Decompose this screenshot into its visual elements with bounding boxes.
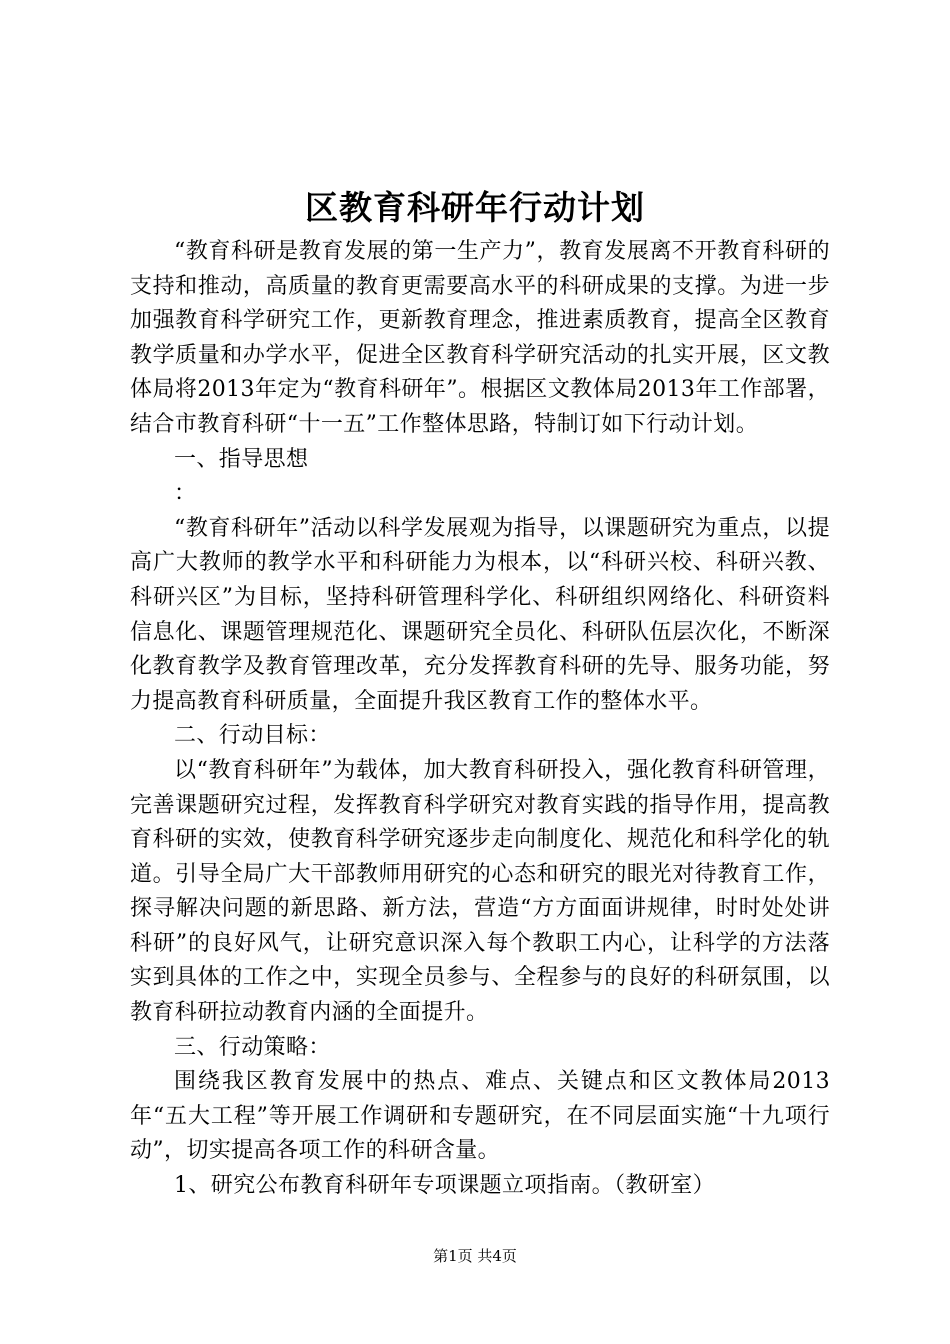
section-heading-action-strategy: 三、行动策略： — [174, 1034, 331, 1060]
stray-colon-line: ： — [174, 481, 197, 507]
action-item-1: 1、研究公布教育科研年专项课题立项指南。（教研室） — [174, 1173, 715, 1199]
intro-paragraph: “教育科研是教育发展的第一生产力”，教育发展离不开教育科研的支持和推动，高质量的教育更需要高水平的科研成果的支撑。为进一步加强教育科学研究工作，更新教育理念，推进素质教育，提高全区教育教学质量和办学水平，促进全区教育科学研究活动的扎实开展，区文教体局将2013年定为“教育科研年”。根据区文教体局2013年工作部署，结合市教育科研“十一五”工作整体思路，特制订如下行动计划。 — [130, 239, 830, 437]
action-strategy-paragraph: 围绕我区教育发展中的热点、难点、关键点和区文教体局2013年“五大工程”等开展工作调研和专题研究，在不同层面实施“十九项行动”，切实提高各项工作的科研含量。 — [130, 1069, 830, 1164]
page-footer: 第1页 共4页 — [433, 1247, 517, 1265]
section-heading-guiding-ideology: 一、指导思想 — [174, 446, 309, 472]
section-heading-action-goals: 二、行动目标： — [174, 723, 331, 749]
guiding-ideology-paragraph: “教育科研年”活动以科学发展观为指导，以课题研究为重点，以提高广大教师的教学水平和科研能力为根本，以“科研兴校、科研兴教、科研兴区”为目标，坚持科研管理科学化、科研组织网络化、科研资料信息化、课题管理规范化、课题研究全员化、科研队伍层次化，不断深化教育教学及教育管理改革，充分发挥教育科研的先导、服务功能，努力提高教育科研质量，全面提升我区教育工作的整体水平。 — [130, 515, 830, 714]
action-goals-paragraph: 以“教育科研年”为载体，加大教育科研投入，强化教育科研管理，完善课题研究过程，发挥教育科学研究对教育实践的指导作用，提高教育科研的实效，使教育科学研究逐步走向制度化、规范化和科学化的轨道。引导全局广大干部教师用研究的心态和研究的眼光对待教育工作，探寻解决问题的新思路、新方法，营造“方方面面讲规律，时时处处讲科研”的良好风气，让研究意识深入每个教职工内心，让科学的方法落实到具体的工作之中，实现全员参与、全程参与的良好的科研氛围，以教育科研拉动教育内涵的全面提升。 — [130, 757, 830, 1026]
document-title: 区教育科研年行动计划 — [305, 188, 645, 227]
document-body — [130, 235, 830, 1204]
